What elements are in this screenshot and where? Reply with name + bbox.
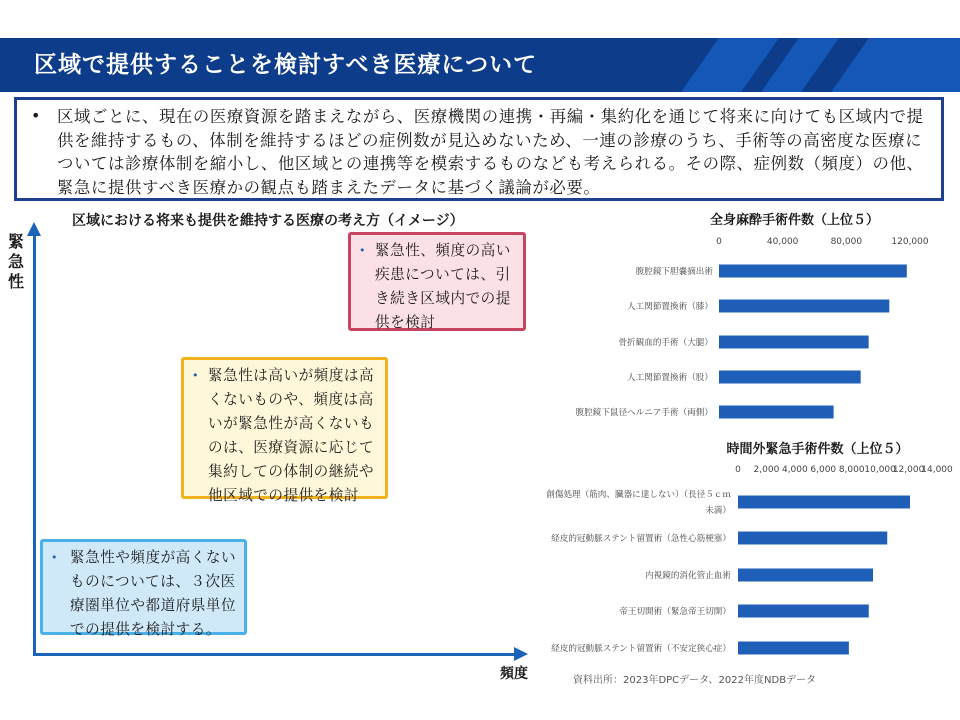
chart-2-bar [738, 642, 849, 655]
chart-1-tick-label: 120,000 [891, 237, 929, 247]
chart-1-tick-label: 40,000 [766, 237, 799, 247]
chart-1-category-label: 人工関節置換術（股） [627, 373, 713, 383]
chart-1-bar [719, 265, 907, 278]
chart-1-tick-label: 0 [716, 237, 722, 247]
chart-2-tick-label: 12,000 [892, 465, 925, 475]
chart-1-category-label: 人工関節置換術（膝） [627, 302, 713, 312]
summary-text: 区域ごとに、現在の医療資源を踏まえながら、医療機関の連携・再編・集約化を通じて将来に向けても区域内で提供を維持するもの、体制を維持するほどの症例数が見込めないため、一連の診療のうち、手術等の高密度な医療については診療体制を縮小し、他区域との連携等を模索するものなども考えられる。その際、症例数（頻度）の他、緊急に提供すべき医療かの観点も踏まえたデータに基づく議論が必要。 [57, 107, 924, 197]
chart-1-bar [719, 300, 889, 313]
chart-2-category-label: 未満） [705, 506, 731, 516]
bullet-icon: • [51, 551, 58, 564]
page-title: 区域で提供することを検討すべき医療について [34, 52, 538, 78]
chart-1-bar [719, 336, 869, 349]
chart-1-category-label: 腹腔鏡下鼠径ヘルニア手術（両側） [575, 408, 713, 418]
chart-2-tick-label: 10,000 [864, 465, 896, 475]
y-axis-label: 緊急性 [7, 232, 24, 291]
summary-bullet: • [31, 106, 41, 125]
chart-1-bar [719, 371, 861, 384]
chart-2-bar [738, 605, 869, 618]
chart-1-bar [719, 406, 834, 419]
bullet-icon: • [192, 369, 199, 382]
chart-1-category-label: 腹腔鏡下胆嚢摘出術 [635, 267, 713, 277]
chart-2-category-label: 内視鏡的消化管止血術 [645, 571, 731, 581]
chart-2-tick-label: 14,000 [921, 465, 953, 475]
chart-2-bar [738, 569, 873, 582]
concept-title: 区域における将来も提供を維持する医療の考え方（イメージ） [72, 213, 464, 229]
chart-2-bar [738, 532, 887, 545]
chart-2-bar [738, 496, 910, 509]
chart-2-category-label: 経皮的冠動脈ステント留置術（急性心筋梗塞） [551, 534, 731, 544]
chart-2-tick-label: 8,000 [838, 465, 865, 475]
chart-1-category-label: 骨折観血的手術（大腿） [618, 338, 713, 348]
chart-2-title: 時間外緊急手術件数（上位５） [726, 442, 909, 457]
bullet-icon: • [359, 244, 366, 257]
chart-2-category-label: 帝王切開術（緊急帝王切開） [619, 607, 731, 617]
chart-2-tick-label: 0 [735, 465, 741, 475]
chart-2-category-label: 経皮的冠動脈ステント留置術（不安定狭心症） [551, 644, 731, 654]
chart-2-category-label: 創傷処理（筋肉、臓器に達しない）（長径５ｃｍ [546, 490, 731, 500]
source-note: 資料出所：2023年DPCデータ、2022年度NDBデータ [573, 675, 817, 686]
chart-1-tick-label: 80,000 [830, 237, 863, 247]
chart-2-tick-label: 2,000 [753, 465, 780, 475]
chart-1-title: 全身麻酔手術件数（上位５） [709, 213, 880, 228]
chart-2-tick-label: 4,000 [781, 465, 808, 475]
box-text: 緊急性、頻度の高い疾患については、引き続き区域内での提供を検討 [375, 242, 511, 331]
chart-2-tick-label: 6,000 [810, 465, 837, 475]
x-axis-label: 頻度 [500, 666, 528, 682]
box-text: 緊急性は高いが頻度は高くないものや、頻度は高いが緊急性が高くないものは、医療資源に応じて集約しての体制の継続や他区域での提供を検討 [208, 367, 375, 504]
box-text: 緊急性や頻度が高くないものについては、３次医療圏単位や都道府県単位での提供を検討する。 [70, 549, 237, 638]
